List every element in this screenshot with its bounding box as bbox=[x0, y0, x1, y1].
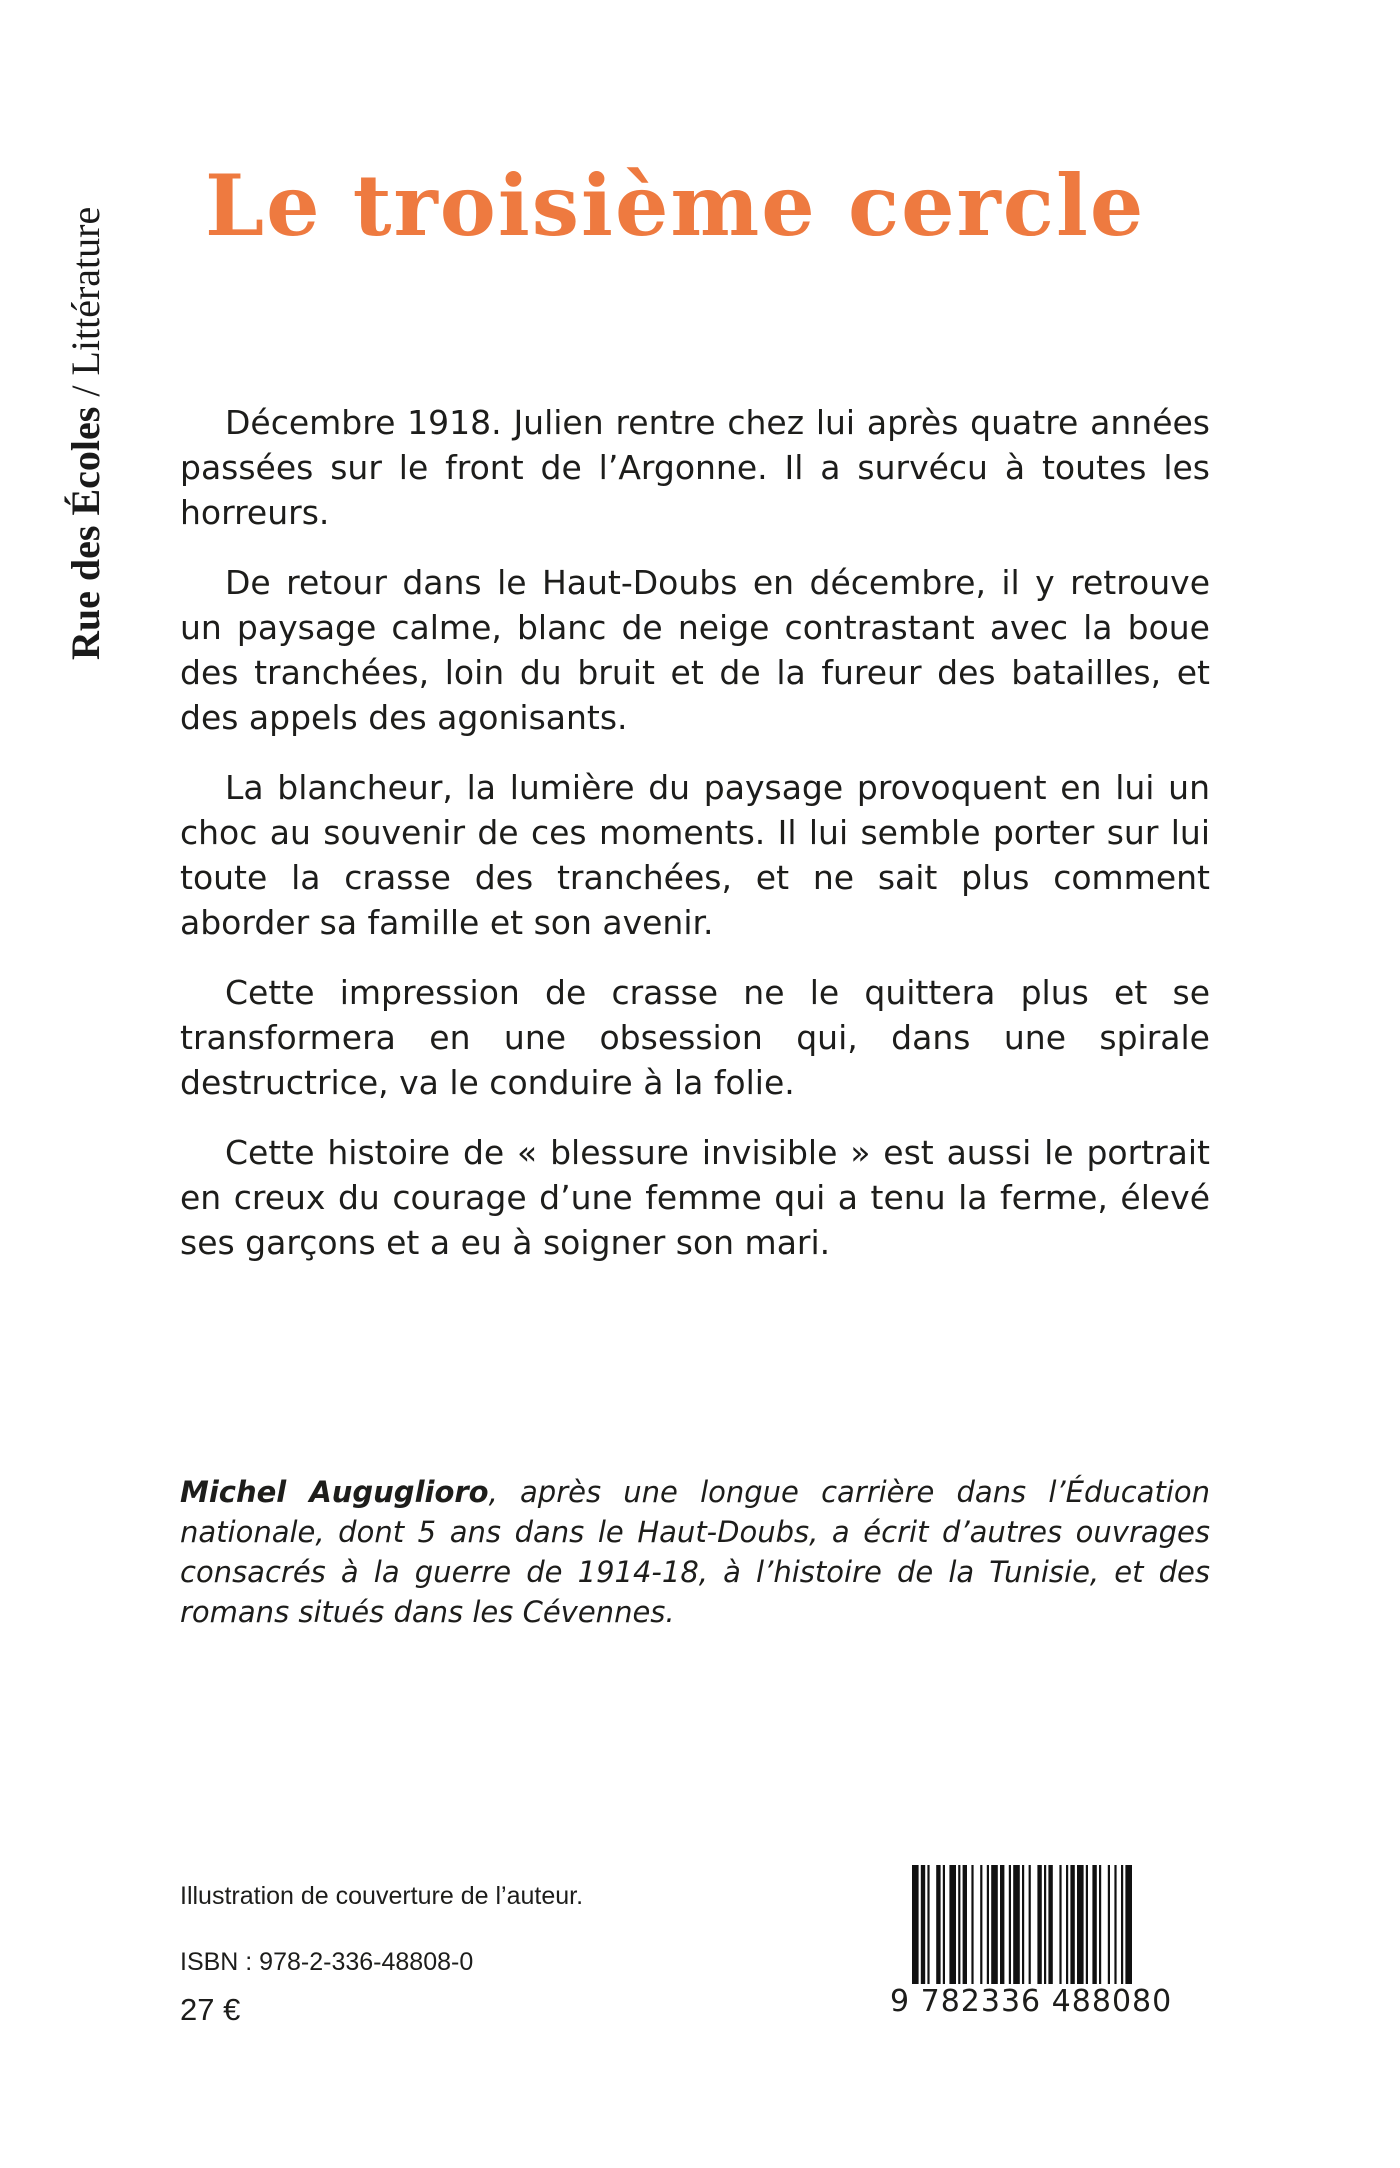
illustration-credit: Illustration de couverture de l’auteur. bbox=[180, 1882, 584, 1910]
barcode-bar bbox=[1013, 1865, 1020, 1990]
barcode-bar bbox=[1009, 1865, 1011, 1990]
barcode-bar bbox=[1000, 1865, 1004, 1990]
author-bio bbox=[180, 1472, 1210, 1632]
blurb-paragraph: La blancheur, la lumière du paysage provoquent en lui un choc au souvenir de ces moments. Il lui semble porter sur lui toute la crasse des tranchées, et ne sait plus comment aborder sa famille et son avenir. bbox=[180, 768, 1210, 942]
barcode-bar bbox=[1037, 1865, 1041, 1990]
collection-name: Rue des Écoles bbox=[63, 406, 108, 660]
blurb-paragraph: De retour dans le Haut-Doubs en décembre, il y retrouve un paysage calme, blanc de neige contrastant avec la boue des tranchées, loin du bruit et de la fureur des batailles, et des appels des agonisants. bbox=[180, 563, 1210, 737]
barcode-digits: 9 782336 488080 bbox=[890, 1984, 1210, 2019]
author-name: Michel Auguglioro bbox=[180, 1475, 489, 1509]
barcode-bar bbox=[912, 1865, 919, 1990]
blurb-paragraph: Décembre 1918. Julien rentre chez lui après quatre années passées sur le front de l’Argonne. Il a survécu à toutes les horreurs. bbox=[180, 403, 1210, 532]
barcode-bar bbox=[1029, 1865, 1031, 1990]
barcode-bar bbox=[1099, 1865, 1101, 1990]
barcode-bar bbox=[1086, 1865, 1088, 1990]
barcode-bar bbox=[971, 1865, 973, 1990]
barcode-bar bbox=[1059, 1865, 1061, 1990]
barcode-bar bbox=[1048, 1865, 1052, 1990]
barcode bbox=[890, 1865, 1210, 2025]
barcode-bar bbox=[1070, 1865, 1074, 1990]
spine-separator: / bbox=[63, 375, 108, 407]
barcode-bar bbox=[958, 1865, 960, 1990]
barcode-bar bbox=[1121, 1865, 1123, 1990]
barcode-bar bbox=[949, 1865, 956, 1990]
category-name: Littérature bbox=[63, 206, 108, 376]
blurb-paragraph: Cette impression de crasse ne le quittera plus et se transformera en une obsession qui, dans une spirale destructrice, va le conduire à la folie. bbox=[180, 973, 1210, 1102]
book-title: Le troisième cercle bbox=[205, 156, 1146, 255]
price: 27 € bbox=[180, 1992, 241, 2027]
barcode-bar bbox=[1044, 1865, 1046, 1990]
barcode-bar bbox=[1077, 1865, 1084, 1990]
barcode-bar bbox=[936, 1865, 940, 1990]
author-bio-text: , après une longue carrière dans l’Éducation nationale, dont 5 ans dans le Haut-Doubs, a écrit d’autres ouvrages consacrés à la guerre de 1914-18, à l’histoire de la Tunisie, et des romans situés dans les Cévennes. bbox=[180, 1475, 1210, 1629]
blurb-paragraph: Cette histoire de « blessure invisible » est aussi le portrait en creux du courage d’une femme qui a tenu la ferme, élevé ses garçons et a eu à soigner son mari. bbox=[180, 1133, 1210, 1262]
barcode-bar bbox=[1108, 1865, 1110, 1990]
spine-text bbox=[62, 207, 109, 660]
barcode-bar bbox=[1125, 1865, 1132, 1990]
barcode-bar bbox=[1092, 1865, 1096, 1990]
barcode-bar bbox=[1066, 1865, 1068, 1990]
barcode-bar bbox=[987, 1865, 989, 1990]
barcode-bar bbox=[1022, 1865, 1024, 1990]
blurb bbox=[180, 400, 1210, 1290]
barcode-bar bbox=[963, 1865, 967, 1990]
barcode-bar bbox=[921, 1865, 925, 1990]
barcode-bar bbox=[991, 1865, 998, 1990]
barcode-bars bbox=[890, 1865, 1210, 1990]
barcode-bar bbox=[927, 1865, 929, 1990]
barcode-bar bbox=[1114, 1865, 1116, 1990]
barcode-bar bbox=[943, 1865, 945, 1990]
isbn: ISBN : 978-2-336-48808-0 bbox=[180, 1948, 474, 1976]
barcode-bar bbox=[980, 1865, 982, 1990]
